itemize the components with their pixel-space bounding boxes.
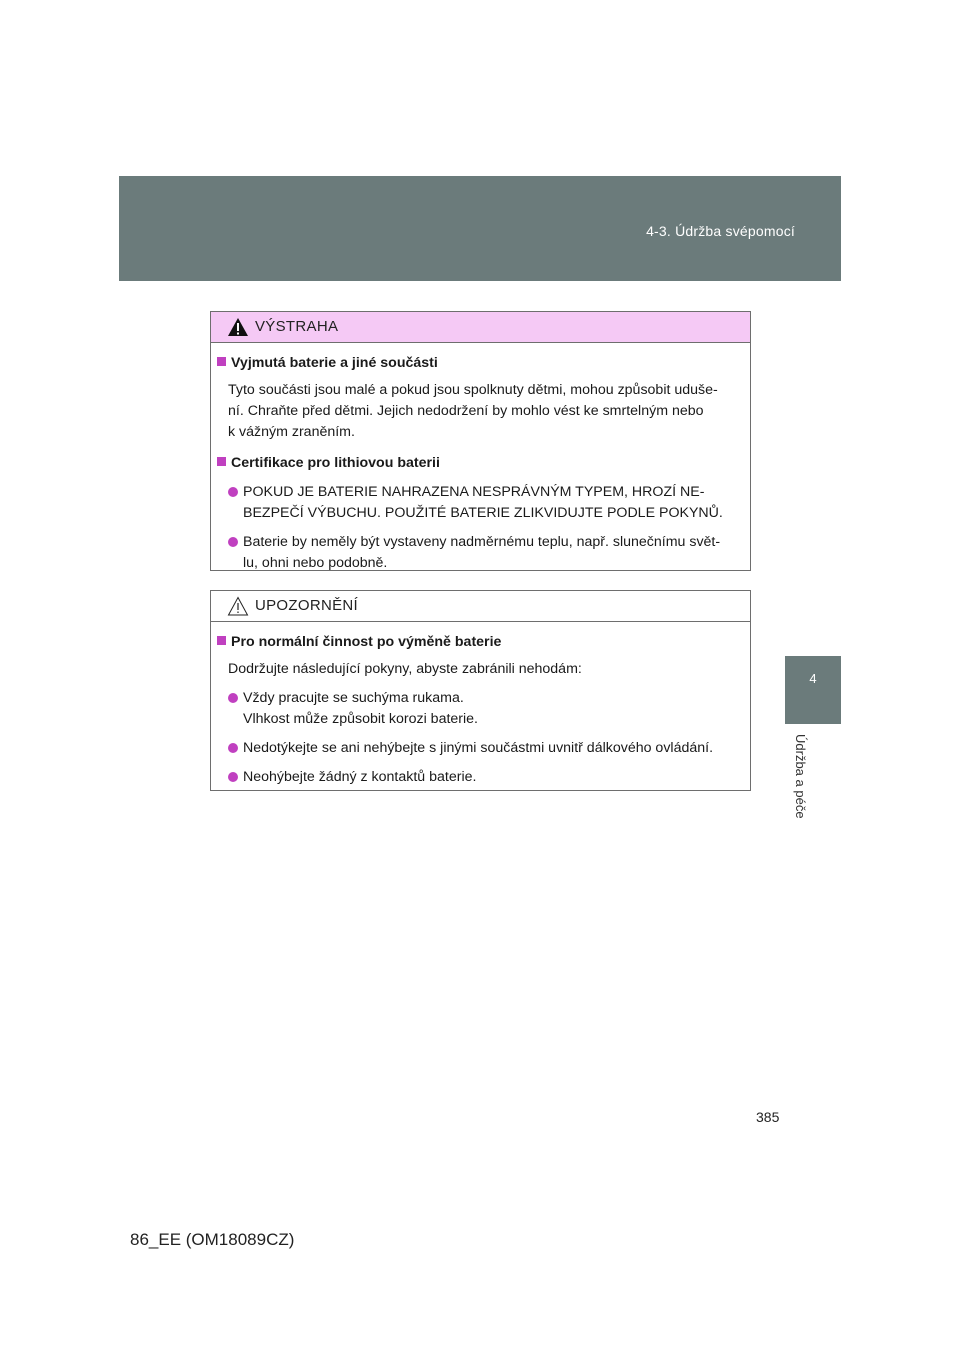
square-bullet-icon [217, 357, 226, 366]
square-bullet-icon [217, 636, 226, 645]
caution-triangle-icon [227, 596, 249, 616]
list-item: POKUD JE BATERIE NAHRAZENA NESPRÁVNÝM TYPEM, HROZÍ NE- BEZPEČÍ VÝBUCHU. POUŽITÉ BATERIE ZLIKVIDUJTE PODLE POKYNŮ. [217, 482, 742, 524]
page-number: 385 [756, 1109, 780, 1125]
paragraph: Tyto součásti jsou malé a pokud jsou spolknuty dětmi, mohou způsobit uduše- ní. Chraňte před dětmi. Jejich nedodržení by mohlo vést ke smrtelným nebo k vážným zraněním. [228, 382, 718, 440]
warning-triangle-icon [227, 317, 249, 337]
warning-box [210, 311, 751, 571]
chapter-title: 4-3. Údržba svépomocí [646, 223, 795, 239]
chapter-tab [785, 656, 841, 724]
round-bullet-icon [228, 487, 238, 497]
section-heading: Pro normální činnost po výměně baterie [217, 632, 742, 653]
paragraph: Dodržujte následující pokyny, abyste zabránili nehodám: [228, 661, 582, 677]
round-bullet-icon [228, 537, 238, 547]
list-item: Neohýbejte žádný z kontaktů baterie. [217, 767, 742, 788]
chapter-tab-label: Údržba a péče [793, 734, 808, 819]
round-bullet-icon [228, 743, 238, 753]
list-item: Vždy pracujte se suchýma rukama. Vlhkost může způsobit korozi baterie. [217, 688, 742, 730]
caution-header [211, 591, 750, 622]
section-heading: Certifikace pro lithiovou baterii [217, 453, 742, 474]
chapter-header-band [119, 176, 841, 281]
square-bullet-icon [217, 457, 226, 466]
warning-title: VÝSTRAHA [255, 318, 339, 335]
caution-box [210, 590, 751, 791]
section-heading: Vyjmutá baterie a jiné součásti [217, 353, 742, 374]
list-item: Baterie by neměly být vystaveny nadměrnému teplu, např. slunečnímu svět- lu, ohni nebo podobně. [217, 532, 742, 574]
round-bullet-icon [228, 693, 238, 703]
round-bullet-icon [228, 772, 238, 782]
warning-header [211, 312, 750, 343]
caution-title: UPOZORNĚNÍ [255, 597, 359, 614]
document-code: 86_EE (OM18089CZ) [130, 1230, 295, 1249]
chapter-tab-number: 4 [809, 671, 817, 686]
list-item: Nedotýkejte se ani nehýbejte s jinými součástmi uvnitř dálkového ovládání. [217, 738, 742, 759]
